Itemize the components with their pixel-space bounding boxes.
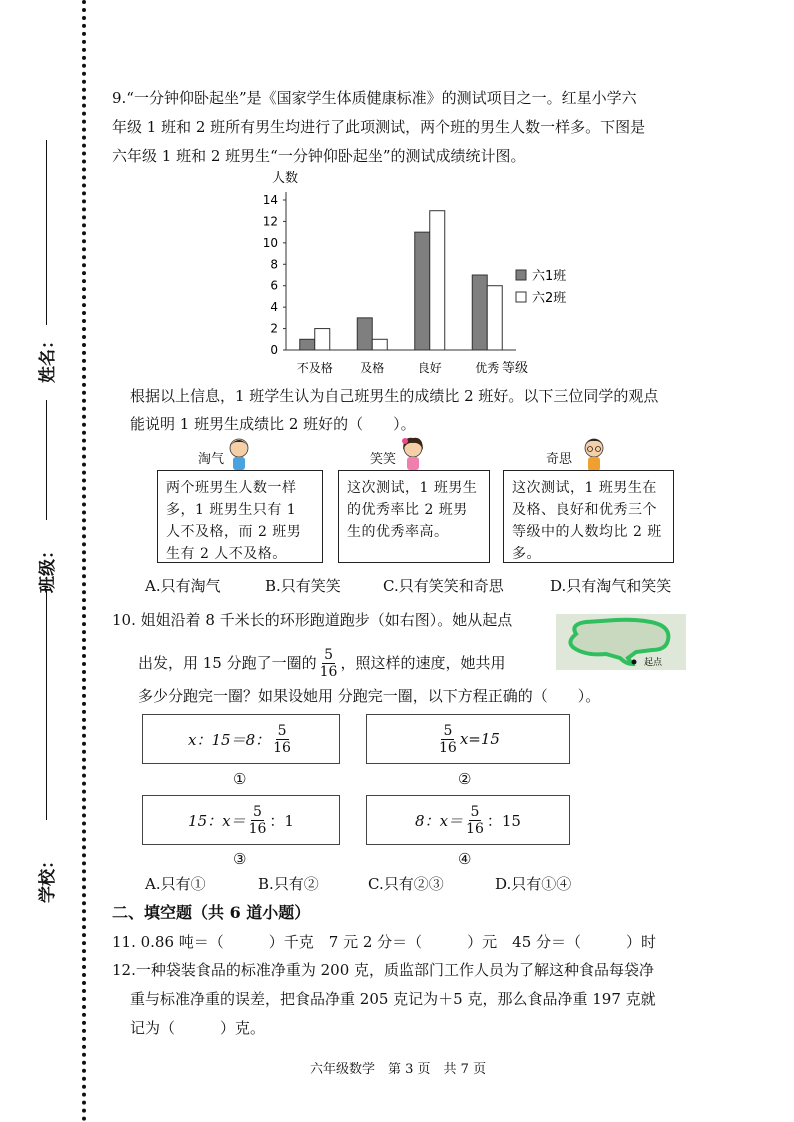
eq3-left: 15：x＝: [188, 811, 246, 830]
name-line-lower: [46, 400, 47, 520]
q10-line3: 多少分跑完一圈？如果设她用 分跑完一圈，以下方程正确的（ ）。: [138, 687, 601, 705]
q9-line3: 六年级 1 班和 2 班男生“一分钟仰卧起坐”的测试成绩统计图。: [112, 147, 526, 165]
y-tick-label: 8: [270, 257, 278, 272]
y-tick-label: 14: [262, 193, 278, 207]
q9-after-line1: 根据以上信息，1 班学生认为自己班男生的成绩比 2 班好。以下三位同学的观点: [130, 387, 659, 405]
bar-不及格-六2班: [315, 329, 330, 350]
equation-box-2: [366, 714, 570, 764]
eq4-den: 16: [466, 820, 484, 837]
q9-option-c: C.只有笑笑和奇思: [383, 577, 504, 595]
eq1-fraction: [273, 723, 291, 756]
eq4-num: 5: [470, 803, 480, 820]
category-label: 不及格: [296, 361, 333, 375]
eq4-left: 8：x＝: [415, 811, 464, 830]
legend-swatch: [516, 270, 526, 280]
eq3-den: 16: [248, 820, 267, 837]
q10-option-b: B.只有②: [258, 875, 319, 893]
q9-option-a: A.只有淘气: [145, 577, 221, 595]
q12-line1: 12.一种袋装食品的标准净重为 200 克，质监部门工作人员为了解这种食品每袋净: [112, 961, 655, 979]
category-label: 及格: [360, 361, 385, 375]
q9-line1: 9.“一分钟仰卧起坐”是《国家学生体质健康标准》的测试项目之一。红星小学六: [112, 89, 637, 107]
character-name-taoqi: 淘气: [198, 452, 225, 467]
q10-fraction-num: 5: [324, 646, 333, 663]
q9-line2: 年级 1 班和 2 班所有男生均进行了此项测试，两个班的男生人数一样多。下图是: [112, 118, 646, 136]
eq4-mark: ④: [458, 850, 472, 868]
q10-line2-start: 出发，用 15 分跑了一圈的: [138, 654, 317, 672]
bar-chart: [240, 162, 580, 377]
eq4-right: ：15: [486, 811, 521, 830]
eq3-num: 5: [253, 803, 262, 820]
q12-line2: 重与标准净重的误差，把食品净重 205 克记为＋5 克，那么食品净重 197 克就: [130, 990, 656, 1008]
q10-option-a: A.只有①: [145, 875, 206, 893]
class-label: 班级：: [38, 542, 58, 593]
eq3-right: ：1: [269, 811, 294, 830]
character-name-xiaoxiao: 笑笑: [370, 452, 397, 467]
qisi-statement-box: 这次测试，1 班男生在及格、良好和优秀三个等级中的人数均比 2 班多。: [503, 470, 674, 563]
equation-box-4: [366, 795, 570, 845]
binding-dotted-line: [82, 0, 86, 1122]
y-tick-label: 0: [270, 343, 278, 357]
name-line: [46, 140, 47, 325]
boy-glasses-character-icon: [580, 436, 608, 474]
q9-option-d: D.只有淘气和笑笑: [550, 577, 672, 595]
q10-line2: [138, 645, 505, 681]
school-label: 学校：: [38, 852, 58, 903]
q10-line2-end: ，照这样的速度，她共用: [340, 654, 506, 672]
q10-fraction: [320, 647, 338, 680]
boy-character-icon: [226, 436, 252, 472]
eq2-den: 16: [439, 739, 457, 756]
bar-优秀-六1班: [472, 275, 487, 350]
taoqi-statement-box: 两个班男生人数一样多，1 班男生只有 1 人不及格，而 2 班男生有 2 人不及格。: [157, 470, 323, 563]
bar-良好-六1班: [415, 232, 430, 350]
legend-swatch: [516, 292, 526, 302]
q11-text: 11. 0.86 吨＝（ ）千克 7 元 2 分＝（ ）元 45 分＝（ ）时: [112, 933, 657, 951]
xiaoxiao-statement-box: 这次测试，1 班男生的优秀率比 2 班男生的优秀率高。: [338, 470, 490, 563]
equation-box-1: [142, 714, 340, 764]
chart-ylabel: 人数: [272, 171, 299, 186]
q10-line1: 10. 姐姐沿着 8 千米长的环形跑道跑步（如右图）。她从起点: [112, 611, 513, 629]
running-track-map: [556, 614, 686, 670]
eq1-left: x：15＝8：: [188, 730, 271, 749]
chart-xlabel: 等级: [502, 361, 529, 376]
bar-良好-六2班: [430, 211, 445, 350]
eq3-mark: ③: [233, 850, 247, 868]
eq2-mark: ②: [458, 770, 472, 788]
eq1-mark: ①: [233, 770, 247, 788]
section2-title: 二、填空题（共 6 道小题）: [112, 903, 311, 922]
q10-fraction-den: 16: [319, 663, 338, 680]
y-tick-label: 4: [270, 300, 278, 315]
eq2-num: 5: [443, 722, 453, 739]
q10-option-d: D.只有①④: [495, 875, 572, 893]
q9-after-line2: 能说明 1 班男生成绩比 2 班好的（ ）。: [130, 415, 416, 433]
bar-不及格-六1班: [300, 339, 315, 350]
bar-及格-六2班: [372, 339, 387, 350]
eq2-fraction: [439, 723, 457, 756]
q9-option-b: B.只有笑笑: [265, 577, 341, 595]
q12-line3: 记为（ ）克。: [130, 1019, 266, 1037]
bar-及格-六1班: [357, 318, 372, 350]
y-tick-label: 2: [270, 321, 278, 336]
category-label: 优秀: [475, 361, 500, 375]
eq3-fraction: [249, 804, 267, 837]
page-footer: 六年级数学 第 3 页 共 7 页: [310, 1062, 487, 1077]
legend-label: 六2班: [532, 291, 567, 306]
eq2-right: x=15: [459, 730, 500, 748]
girl-character-icon: [400, 436, 426, 472]
eq4-fraction: [466, 804, 484, 837]
q10-option-c: C.只有②③: [368, 875, 444, 893]
map-start-label: 起点: [644, 658, 663, 668]
bar-优秀-六2班: [487, 286, 502, 350]
legend-label: 六1班: [532, 269, 567, 284]
y-tick-label: 10: [262, 235, 278, 250]
category-label: 良好: [417, 361, 442, 375]
character-name-qisi: 奇思: [546, 452, 573, 467]
y-tick-label: 6: [270, 278, 278, 293]
eq1-den: 16: [273, 739, 291, 756]
class-line: [46, 590, 47, 820]
equation-box-3: [142, 795, 340, 845]
name-label: 姓名：: [38, 332, 58, 383]
eq1-num: 5: [277, 722, 287, 739]
y-tick-label: 12: [262, 214, 278, 229]
